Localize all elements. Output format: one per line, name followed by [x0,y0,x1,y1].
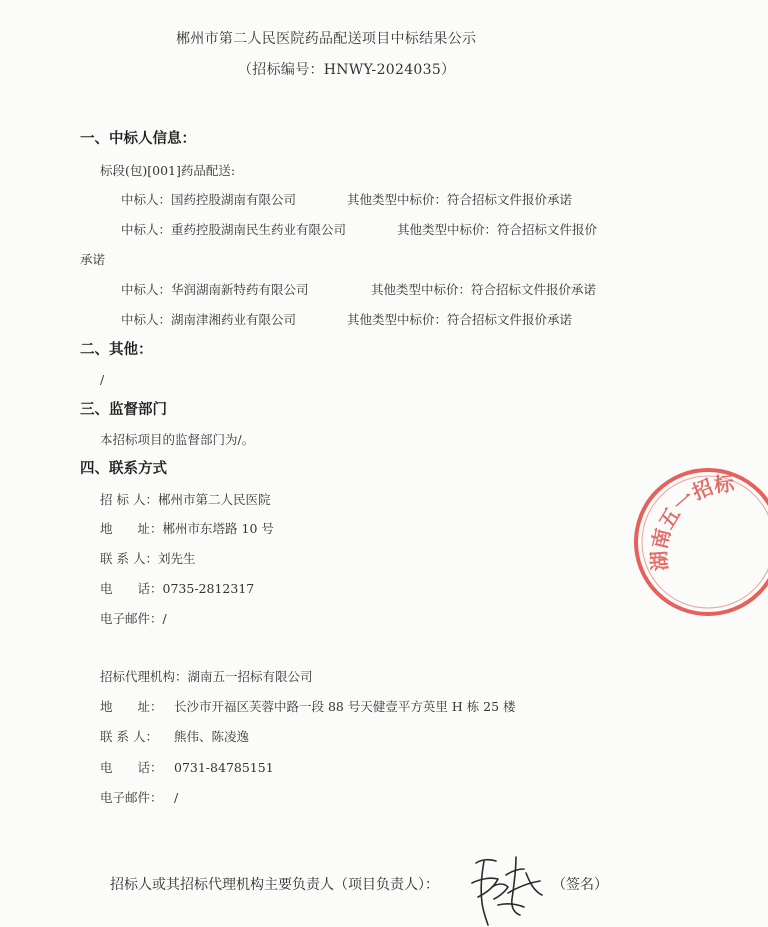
contact-value: 熊伟、陈凌逸 [174,729,250,744]
agency-row [100,760,274,776]
contact-label: 电 话： [100,581,163,596]
seal-text: 湖南五一招标有限公司 [618,443,736,572]
contact-value: / [174,790,179,805]
winner-label: 中标人： [121,192,172,207]
contact-value: / [162,611,167,626]
contact-row [100,611,167,627]
contact-row [100,581,254,597]
document-title: 郴州市第二人民医院药品配送项目中标结果公示 [176,31,477,47]
handwritten-signature [468,853,550,927]
agency-row [100,729,249,745]
contact-label: 电子邮件： [100,611,163,626]
winner-name: 重药控股湖南民生药业有限公司 [171,222,347,237]
contact-value: 湖南五一招标有限公司 [187,669,313,684]
lot-label: 标段(包)[001]药品配送: [100,163,236,178]
signature-suffix: （签名） [552,877,608,893]
contact-label: 地 址： [100,699,163,714]
contact-row [100,521,274,537]
agency-row [100,669,313,685]
winner-label: 中标人： [121,222,172,237]
section-heading-other: 二、其他： [80,342,153,358]
winner-name: 湖南津湘药业有限公司 [171,312,297,327]
section-heading-supervision: 三、监督部门 [80,402,167,418]
section-heading-winners: 一、中标人信息： [80,131,196,147]
contact-label: 电 话： [100,760,163,775]
agency-row [100,790,178,806]
winner-label: 中标人： [121,282,172,297]
tender-number: （招标编号：HNWY-2024035） [238,62,456,78]
winner-label: 中标人： [121,312,172,327]
contact-label: 电子邮件： [100,790,163,805]
contact-row [100,492,270,508]
winner-price: 其他类型中标价：符合招标文件报价承诺 [347,192,573,207]
signature-label: 招标人或其招标代理机构主要负责人（项目负责人）： [110,877,439,893]
winner-name: 华润湖南新特药有限公司 [171,282,309,297]
contact-value: 0735-2812317 [162,581,255,596]
contact-label: 招标代理机构： [100,669,188,684]
winner-price-overflow: 承诺 [80,252,106,267]
winner-price: 其他类型中标价：符合招标文件报价承诺 [347,312,573,327]
contact-value: 长沙市开福区芙蓉中路一段 88 号天健壹平方英里 H 栋 25 楼 [174,699,516,714]
contact-value: 郴州市第二人民医院 [157,492,271,507]
contact-row [100,551,195,567]
winner-row [121,192,296,208]
winner-price: 其他类型中标价：符合招标文件报价 [397,222,598,237]
winner-row [121,282,309,298]
supervision-text: 本招标项目的监督部门为/。 [100,432,255,447]
contact-label: 招 标 人： [100,492,158,507]
contact-label: 地 址： [100,521,163,536]
winner-name: 国药控股湖南有限公司 [171,192,297,207]
agency-row [100,699,516,715]
winner-row [121,222,346,238]
other-text: / [100,372,105,387]
section-heading-contact: 四、联系方式 [80,461,167,477]
contact-value: 郴州市东塔路 10 号 [162,521,274,536]
contact-value: 0731-84785151 [174,760,274,775]
company-seal [618,443,768,622]
contact-value: 刘先生 [157,551,196,566]
contact-label: 联 系 人： [100,551,158,566]
winner-price: 其他类型中标价：符合招标文件报价承诺 [371,282,597,297]
winner-row [121,312,296,328]
contact-label: 联 系 人： [100,729,158,744]
